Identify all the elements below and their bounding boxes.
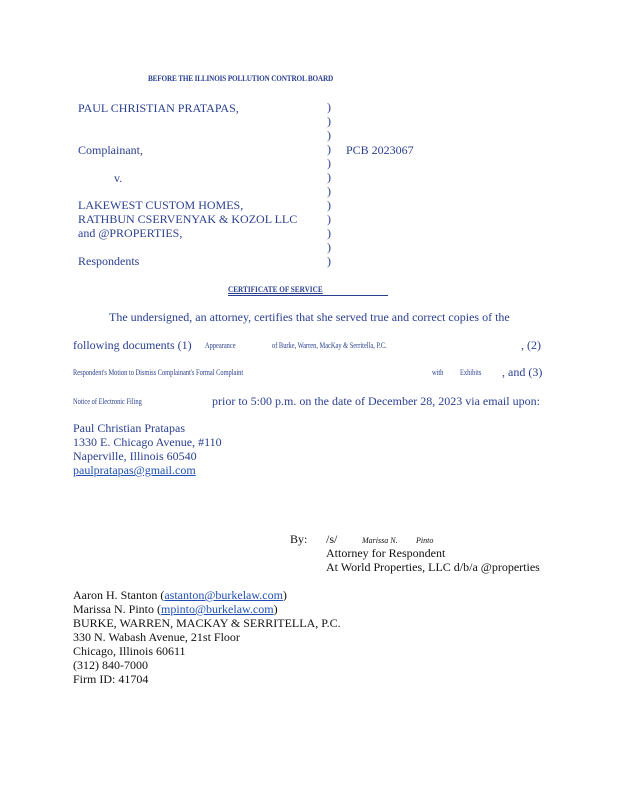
respondent-line-2: RATHBUN CSERVENYAK & KOZOL LLC <box>78 212 298 226</box>
caption-paren: ) <box>327 184 331 198</box>
attorney-1-name: Aaron H. Stanton ( <box>73 588 165 602</box>
firm-address-1: 330 N. Wabash Avenue, 21st Floor <box>73 630 240 644</box>
title-underline <box>228 295 388 296</box>
certificate-line-2-start: following documents (1) <box>73 338 192 352</box>
certificate-line-2-end: , (2) <box>521 338 541 352</box>
complainant-name: PAUL CHRISTIAN PRATAPAS, <box>78 101 239 115</box>
firm-id: Firm ID: 41704 <box>73 672 149 686</box>
signer-last-name: Pinto <box>416 536 434 545</box>
caption-paren: ) <box>327 170 331 184</box>
caption-paren: ) <box>327 100 331 114</box>
respondent-line-1: LAKEWEST CUSTOM HOMES, <box>78 198 244 212</box>
respondent-line-3: and @PROPERTIES, <box>78 226 183 240</box>
document-3-title: Notice of Electronic Filing <box>73 397 142 406</box>
caption-paren: ) <box>327 142 331 156</box>
service-email-link[interactable]: paulpratapas@gmail.com <box>73 463 196 477</box>
firm-attorney-1 <box>73 588 287 603</box>
caption-paren: ) <box>327 128 331 142</box>
complainant-label: Complainant, <box>78 143 143 157</box>
certificate-line-1: The undersigned, an attorney, certifies that she served true and correct copies of the <box>109 310 510 324</box>
service-address-2: Naperville, Illinois 60540 <box>73 449 197 463</box>
signer-role-2: At World Properties, LLC d/b/a @properties <box>326 560 540 574</box>
caption-paren: ) <box>327 156 331 170</box>
document-2-exhibits: Exhibits <box>460 368 482 377</box>
attorney-1-email-link[interactable]: astanton@burkelaw.com <box>164 588 283 602</box>
certificate-line-4: prior to 5:00 p.m. on the date of December 28, 2023 via email upon: <box>212 394 540 408</box>
versus: v. <box>114 171 123 185</box>
court-heading: BEFORE THE ILLINOIS POLLUTION CONTROL BOARD <box>148 73 334 83</box>
firm-attorney-2 <box>73 602 278 617</box>
service-name: Paul Christian Pratapas <box>73 421 185 435</box>
attorney-2-name: Marissa N. Pinto ( <box>73 602 161 616</box>
signature-by: By: <box>290 532 308 546</box>
caption-paren: ) <box>327 114 331 128</box>
firm-phone: (312) 840-7000 <box>73 658 148 672</box>
signer-role-1: Attorney for Respondent <box>326 546 446 560</box>
respondents-label: Respondents <box>78 254 140 268</box>
attorney-2-email-link[interactable]: mpinto@burkelaw.com <box>161 602 274 616</box>
attorney-2-close: ) <box>273 602 278 616</box>
caption-paren: ) <box>327 226 331 240</box>
certificate-title: CERTIFICATE OF SERVICE <box>228 284 323 294</box>
firm-address-2: Chicago, Illinois 60611 <box>73 644 186 658</box>
document-1-title: Appearance <box>205 341 236 350</box>
certificate-line-3-end: , and (3) <box>502 365 543 379</box>
signature-slash: /s/ <box>326 532 338 546</box>
document-2-title: Respondent's Motion to Dismiss Complainant's Formal Complaint <box>73 368 244 377</box>
attorney-1-close: ) <box>282 588 287 602</box>
document-1-firm: of Burke, Warren, MacKay & Serritella, P.C. <box>272 341 387 350</box>
document-2-with: with <box>432 368 444 377</box>
caption-paren: ) <box>327 240 331 254</box>
service-address-1: 1330 E. Chicago Avenue, #110 <box>73 435 222 449</box>
caption-paren: ) <box>327 198 331 212</box>
firm-name: BURKE, WARREN, MACKAY & SERRITELLA, P.C. <box>73 616 341 630</box>
case-number: PCB 2023067 <box>346 143 414 157</box>
signer-first-name: Marissa N. <box>362 536 398 545</box>
caption-paren: ) <box>327 212 331 226</box>
caption-paren: ) <box>327 254 331 268</box>
